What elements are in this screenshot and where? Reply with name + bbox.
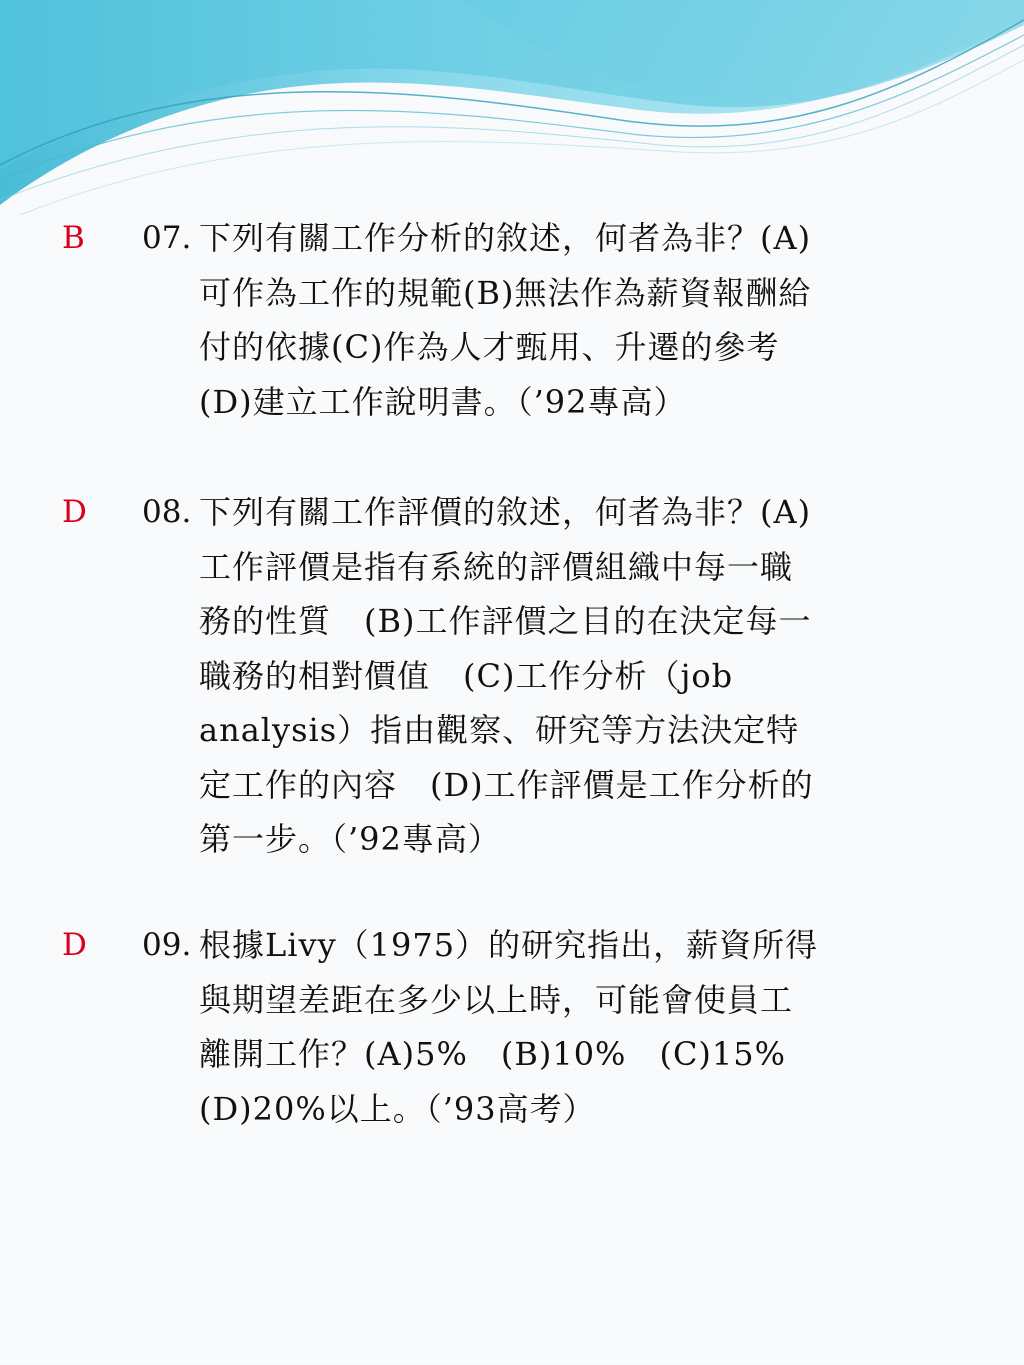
question-line: 下列有關工作評價的敘述，何者為非？(A) <box>199 493 812 531</box>
question-text <box>199 211 899 429</box>
question-number: 07. <box>142 220 192 256</box>
question-line: 下列有關工作分析的敘述，何者為非？(A) <box>199 219 812 257</box>
answer-key: B <box>62 220 85 256</box>
question-line: 與期望差距在多少以上時，可能會使員工 <box>199 980 794 1019</box>
question-line: 工作評價是指有系統的評價組織中每一職 <box>199 547 794 586</box>
question-number: 09. <box>142 927 192 963</box>
question-number: 08. <box>142 494 192 530</box>
question-line: analysis）指由觀察、研究等方法決定特 <box>199 711 800 749</box>
answer-key: D <box>62 494 87 530</box>
question-text <box>199 918 899 1136</box>
question-line: 付的依據(C)作為人才甄用、升遷的參考 <box>199 328 780 366</box>
question-line: 第一步。（’92專高） <box>199 820 501 858</box>
answer-key: D <box>62 927 87 963</box>
question-line: 務的性質 (B)工作評價之目的在決定每一 <box>199 602 812 640</box>
question-line: (D)建立工作說明書。（’92專高） <box>199 382 687 421</box>
question-line: 離開工作？(A)5% (B)10% (C)15% <box>199 1035 787 1073</box>
question-line: 根據Livy（1975）的研究指出，薪資所得 <box>199 926 819 964</box>
question-line: (D)20%以上。（’93高考） <box>199 1089 596 1128</box>
question-line: 職務的相對價值 (C)工作分析（job <box>199 656 734 695</box>
question-line: 可作為工作的規範(B)無法作為薪資報酬給 <box>199 273 812 312</box>
question-text <box>199 485 899 867</box>
question-line: 定工作的內容 (D)工作評價是工作分析的 <box>199 765 814 804</box>
